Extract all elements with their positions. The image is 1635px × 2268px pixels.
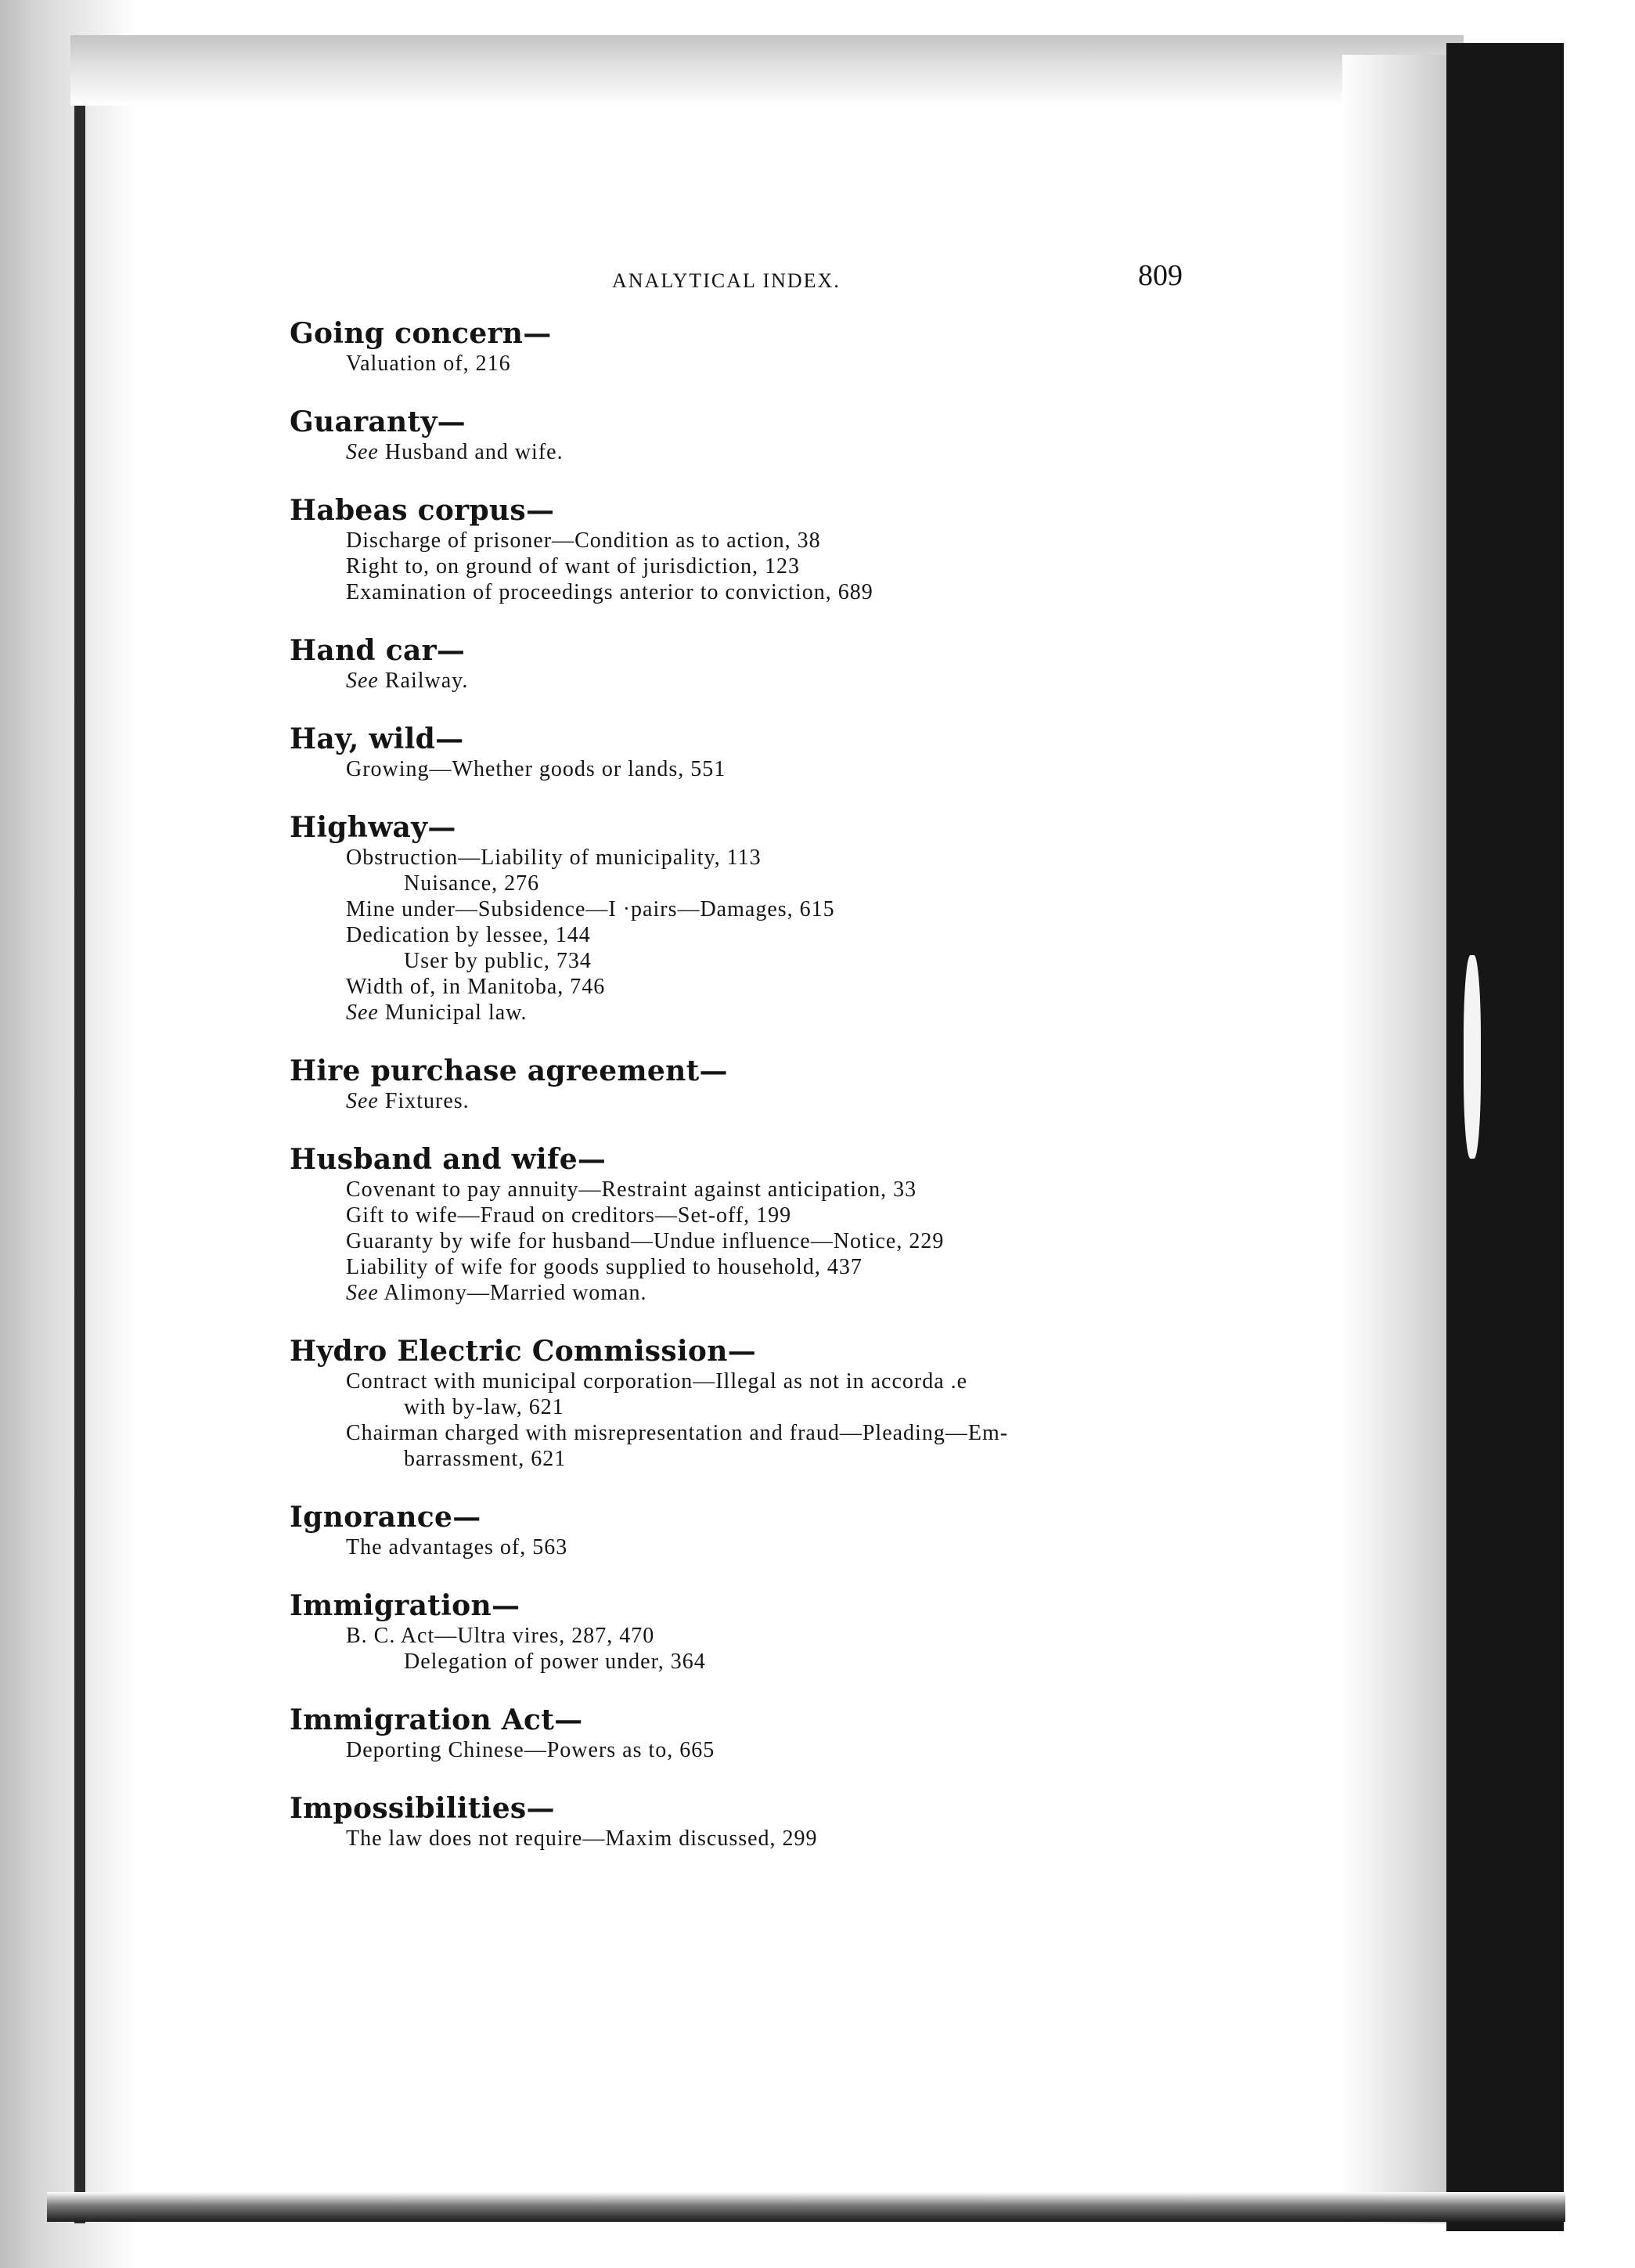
subentry-line xyxy=(290,553,1307,579)
subentry-line xyxy=(290,1737,1307,1763)
subentry-line xyxy=(290,1420,1307,1446)
scan-edge-top xyxy=(70,35,1464,106)
subentry-line xyxy=(290,1649,1307,1675)
index-entry xyxy=(290,810,1307,1026)
subentry-text: Width of, in Manitoba, 746 xyxy=(346,975,606,999)
scan-edge-right-gap xyxy=(1464,955,1481,1159)
subentry-text: The advantages of, 563 xyxy=(346,1535,568,1559)
see-label: See xyxy=(346,1001,379,1025)
entry-heading: Ignorance— xyxy=(290,1501,481,1534)
index-entry xyxy=(290,1500,1307,1560)
subentry-line xyxy=(290,579,1307,605)
subentry-text: Railway. xyxy=(384,669,469,693)
subentry-text: with by-law, 621 xyxy=(404,1395,564,1419)
index-entry xyxy=(290,1703,1307,1763)
subentry-line xyxy=(290,1826,1307,1852)
subentry-text: Guaranty by wife for husband—Undue influence—Notice, 229 xyxy=(346,1229,945,1253)
subentry-line xyxy=(290,1254,1307,1280)
subentry-line xyxy=(290,1177,1307,1203)
scan-edge-bottom xyxy=(47,2192,1565,2222)
entry-heading: Hand car— xyxy=(290,634,466,667)
subentry-line xyxy=(290,1228,1307,1254)
subentry-line xyxy=(290,974,1307,1000)
cross-reference-line xyxy=(290,1000,1307,1026)
entry-heading: Habeas corpus— xyxy=(290,494,555,527)
subentry-text: Alimony—Married woman. xyxy=(384,1281,647,1305)
index-entry xyxy=(290,1791,1307,1852)
entry-heading: Hay, wild— xyxy=(290,723,464,755)
subentry-text: barrassment, 621 xyxy=(404,1447,567,1471)
subentry-text: Delegation of power under, 364 xyxy=(404,1650,706,1674)
subentry-line xyxy=(290,845,1307,871)
entry-heading: Going concern— xyxy=(290,317,552,350)
cross-reference-line xyxy=(290,1280,1307,1306)
subentry-text: Covenant to pay annuity—Restraint against anticipation, 33 xyxy=(346,1177,917,1202)
subentry-text: Right to, on ground of want of jurisdiction, 123 xyxy=(346,554,800,579)
page-number: 809 xyxy=(1138,259,1183,292)
index-entries xyxy=(290,316,1307,1852)
see-label: See xyxy=(346,1089,379,1113)
entry-heading: Guaranty— xyxy=(290,406,466,438)
subentry-line xyxy=(290,528,1307,553)
subentry-text: Mine under—Subsidence—I ·pairs—Damages, 615 xyxy=(346,897,835,921)
entry-heading: Immigration Act— xyxy=(290,1704,583,1736)
subentry-line xyxy=(290,351,1307,377)
index-entry xyxy=(290,633,1307,694)
subentry-text: Chairman charged with misrepresentation and fraud—Pleading—Em- xyxy=(346,1421,1009,1445)
index-entry xyxy=(290,1054,1307,1114)
subentry-line xyxy=(290,1534,1307,1560)
subentry-text: Valuation of, 216 xyxy=(346,352,511,376)
subentry-line xyxy=(290,1368,1307,1394)
index-entry xyxy=(290,1588,1307,1675)
subentry-line xyxy=(290,1394,1307,1420)
scan-edge-right-shadow xyxy=(1342,55,1448,2223)
subentry-line xyxy=(290,1623,1307,1649)
subentry-text: Dedication by lessee, 144 xyxy=(346,923,591,947)
index-entry xyxy=(290,1334,1307,1472)
index-entry xyxy=(290,493,1307,605)
subentry-text: The law does not require—Maxim discussed, 299 xyxy=(346,1826,818,1851)
scan-edge-left xyxy=(0,0,137,2268)
subentry-text: Husband and wife. xyxy=(384,440,564,464)
subentry-text: Liability of wife for goods supplied to household, 437 xyxy=(346,1255,863,1279)
entry-heading: Husband and wife— xyxy=(290,1143,607,1176)
index-entry xyxy=(290,405,1307,465)
subentry-line xyxy=(290,948,1307,974)
subentry-text: B. C. Act—Ultra vires, 287, 470 xyxy=(346,1624,655,1648)
index-entry xyxy=(290,722,1307,782)
subentry-text: Nuisance, 276 xyxy=(404,871,540,896)
subentry-text: Deporting Chinese—Powers as to, 665 xyxy=(346,1738,715,1762)
running-title: ANALYTICAL INDEX. xyxy=(612,269,841,292)
entry-heading: Hydro Electric Commission— xyxy=(290,1335,756,1368)
subentry-text: Examination of proceedings anterior to conviction, 689 xyxy=(346,580,873,604)
subentry-line xyxy=(290,871,1307,896)
subentry-text: Obstruction—Liability of municipality, 113 xyxy=(346,846,762,870)
subentry-line xyxy=(290,896,1307,922)
index-entry xyxy=(290,1142,1307,1306)
subentry-line xyxy=(290,922,1307,948)
entry-heading: Impossibilities— xyxy=(290,1792,555,1825)
subentry-text: Gift to wife—Fraud on creditors—Set-off, 199 xyxy=(346,1203,792,1228)
see-label: See xyxy=(346,1281,379,1305)
scan-edge-left-line xyxy=(74,47,85,2223)
subentry-text: Fixtures. xyxy=(384,1089,470,1113)
cross-reference-line xyxy=(290,439,1307,465)
cross-reference-line xyxy=(290,668,1307,694)
cross-reference-line xyxy=(290,1088,1307,1114)
entry-heading: Immigration— xyxy=(290,1589,520,1622)
scan-edge-right xyxy=(1446,43,1564,2231)
see-label: See xyxy=(346,440,379,464)
index-page xyxy=(290,258,1307,1852)
subentry-text: Municipal law. xyxy=(384,1001,528,1025)
entry-heading: Highway— xyxy=(290,811,456,844)
subentry-text: Contract with municipal corporation—Illegal as not in accorda .e xyxy=(346,1369,968,1394)
subentry-line xyxy=(290,756,1307,782)
subentry-text: Growing—Whether goods or lands, 551 xyxy=(346,757,726,781)
subentry-line xyxy=(290,1446,1307,1472)
subentry-text: Discharge of prisoner—Condition as to action, 38 xyxy=(346,528,821,553)
index-entry xyxy=(290,316,1307,377)
subentry-text: User by public, 734 xyxy=(404,949,592,973)
running-head xyxy=(290,258,1307,302)
subentry-line xyxy=(290,1203,1307,1228)
see-label: See xyxy=(346,669,379,693)
entry-heading: Hire purchase agreement— xyxy=(290,1055,728,1087)
